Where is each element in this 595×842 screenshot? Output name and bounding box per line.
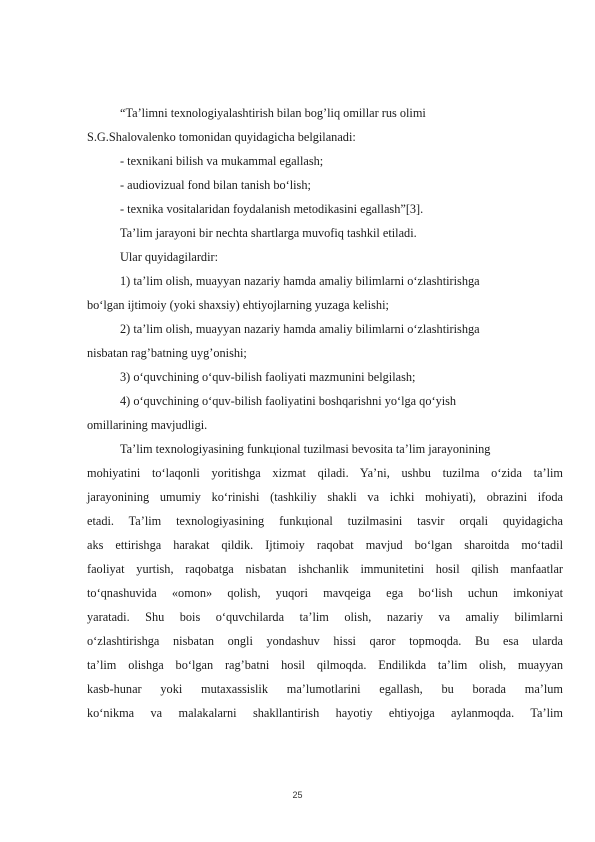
text-line: ta’lim olishga bo‘lgan rag’batni hosil qilmoqda. Endilikda ta’lim olish, muayyan <box>87 658 563 672</box>
text-line: nisbatan rag’batning uyg’onishi; <box>87 346 247 360</box>
text-line: - audiovizual fond bilan tanish bo‘lish; <box>120 178 311 192</box>
text-line: “Ta’limni texnologiyalashtirish bilan bog’liq omillar rus olimi <box>120 106 426 120</box>
text-line: S.G.Shalovalenko tomonidan quyidagicha belgilanadi: <box>87 130 356 144</box>
text-line: 3) o‘quvchining o‘quv-bilish faoliyati mazmunini belgilash; <box>120 370 416 384</box>
text-line: 2) ta’lim olish, muayyan nazariy hamda amaliy bilimlarni o‘zlashtirishga <box>120 322 480 336</box>
text-line: 4) o‘quvchining o‘quv-bilish faoliyatini boshqarishni yo‘lga qo‘yish <box>120 394 457 408</box>
text-line: - texnikani bilish va mukammal egallash; <box>120 154 324 168</box>
text-line: Ular quyidagilardir: <box>120 250 219 264</box>
text-line: Ta’lim jarayoni bir nechta shartlarga muvofiq tashkil etiladi. <box>120 226 417 240</box>
text-line: aks ettirishga harakat qildik. Ijtimoiy raqobat mavjud bo‘lgan sharoitda mo‘tadil <box>87 538 563 552</box>
text-line: ko‘nikma va malakalarni shakllantirish hayotiy ehtiyojga aylanmoqda. Ta’lim <box>87 706 563 720</box>
text-line: etadi. Ta’lim texnologiyasining funkцional tuzilmasini tasvir orqali quyidagicha <box>87 514 563 528</box>
text-line: omillarining mavjudligi. <box>87 418 208 432</box>
text-line: bo‘lgan ijtimoiy (yoki shaxsiy) ehtiyojlarning yuzaga kelishi; <box>87 298 389 312</box>
text-line: o‘zlashtirishga nisbatan ongli yondashuv hissi qaror topmoqda. Bu esa ularda <box>87 634 563 648</box>
text-line: Ta’lim texnologiyasining funkцional tuzilmasi bevosita ta’lim jarayonining <box>120 442 491 456</box>
text-line: - texnika vositalaridan foydalanish metodikasini egallash”[3]. <box>120 202 424 216</box>
text-line: 1) ta’lim olish, muayyan nazariy hamda amaliy bilimlarni o‘zlashtirishga <box>120 274 480 288</box>
page-number: 25 <box>292 790 303 800</box>
text-line: mohiyatini to‘laqonli yoritishga xizmat qiladi. Ya’ni, ushbu tuzilma o‘zida ta’lim <box>87 466 563 480</box>
text-line: faoliyat yurtish, raqobatga nisbatan ishchanlik immunitetini hosil qilish manfaatlar <box>87 562 563 576</box>
text-line: jarayonining umumiy ko‘rinishi (tashkiliy shakli va ichki mohiyati), obrazini ifoda <box>87 490 563 504</box>
text-line: yaratadi. Shu bois o‘quvchilarda ta’lim olish, nazariy va amaliy bilimlarni <box>87 610 563 624</box>
text-line: to‘qnashuvida «omon» qolish, yuqori mavqeiga ega bo‘lish uchun imkoniyat <box>87 586 563 600</box>
text-line: kasb-hunar yoki mutaxassislik ma’lumotlarini egallash, bu borada ma’lum <box>87 682 563 696</box>
